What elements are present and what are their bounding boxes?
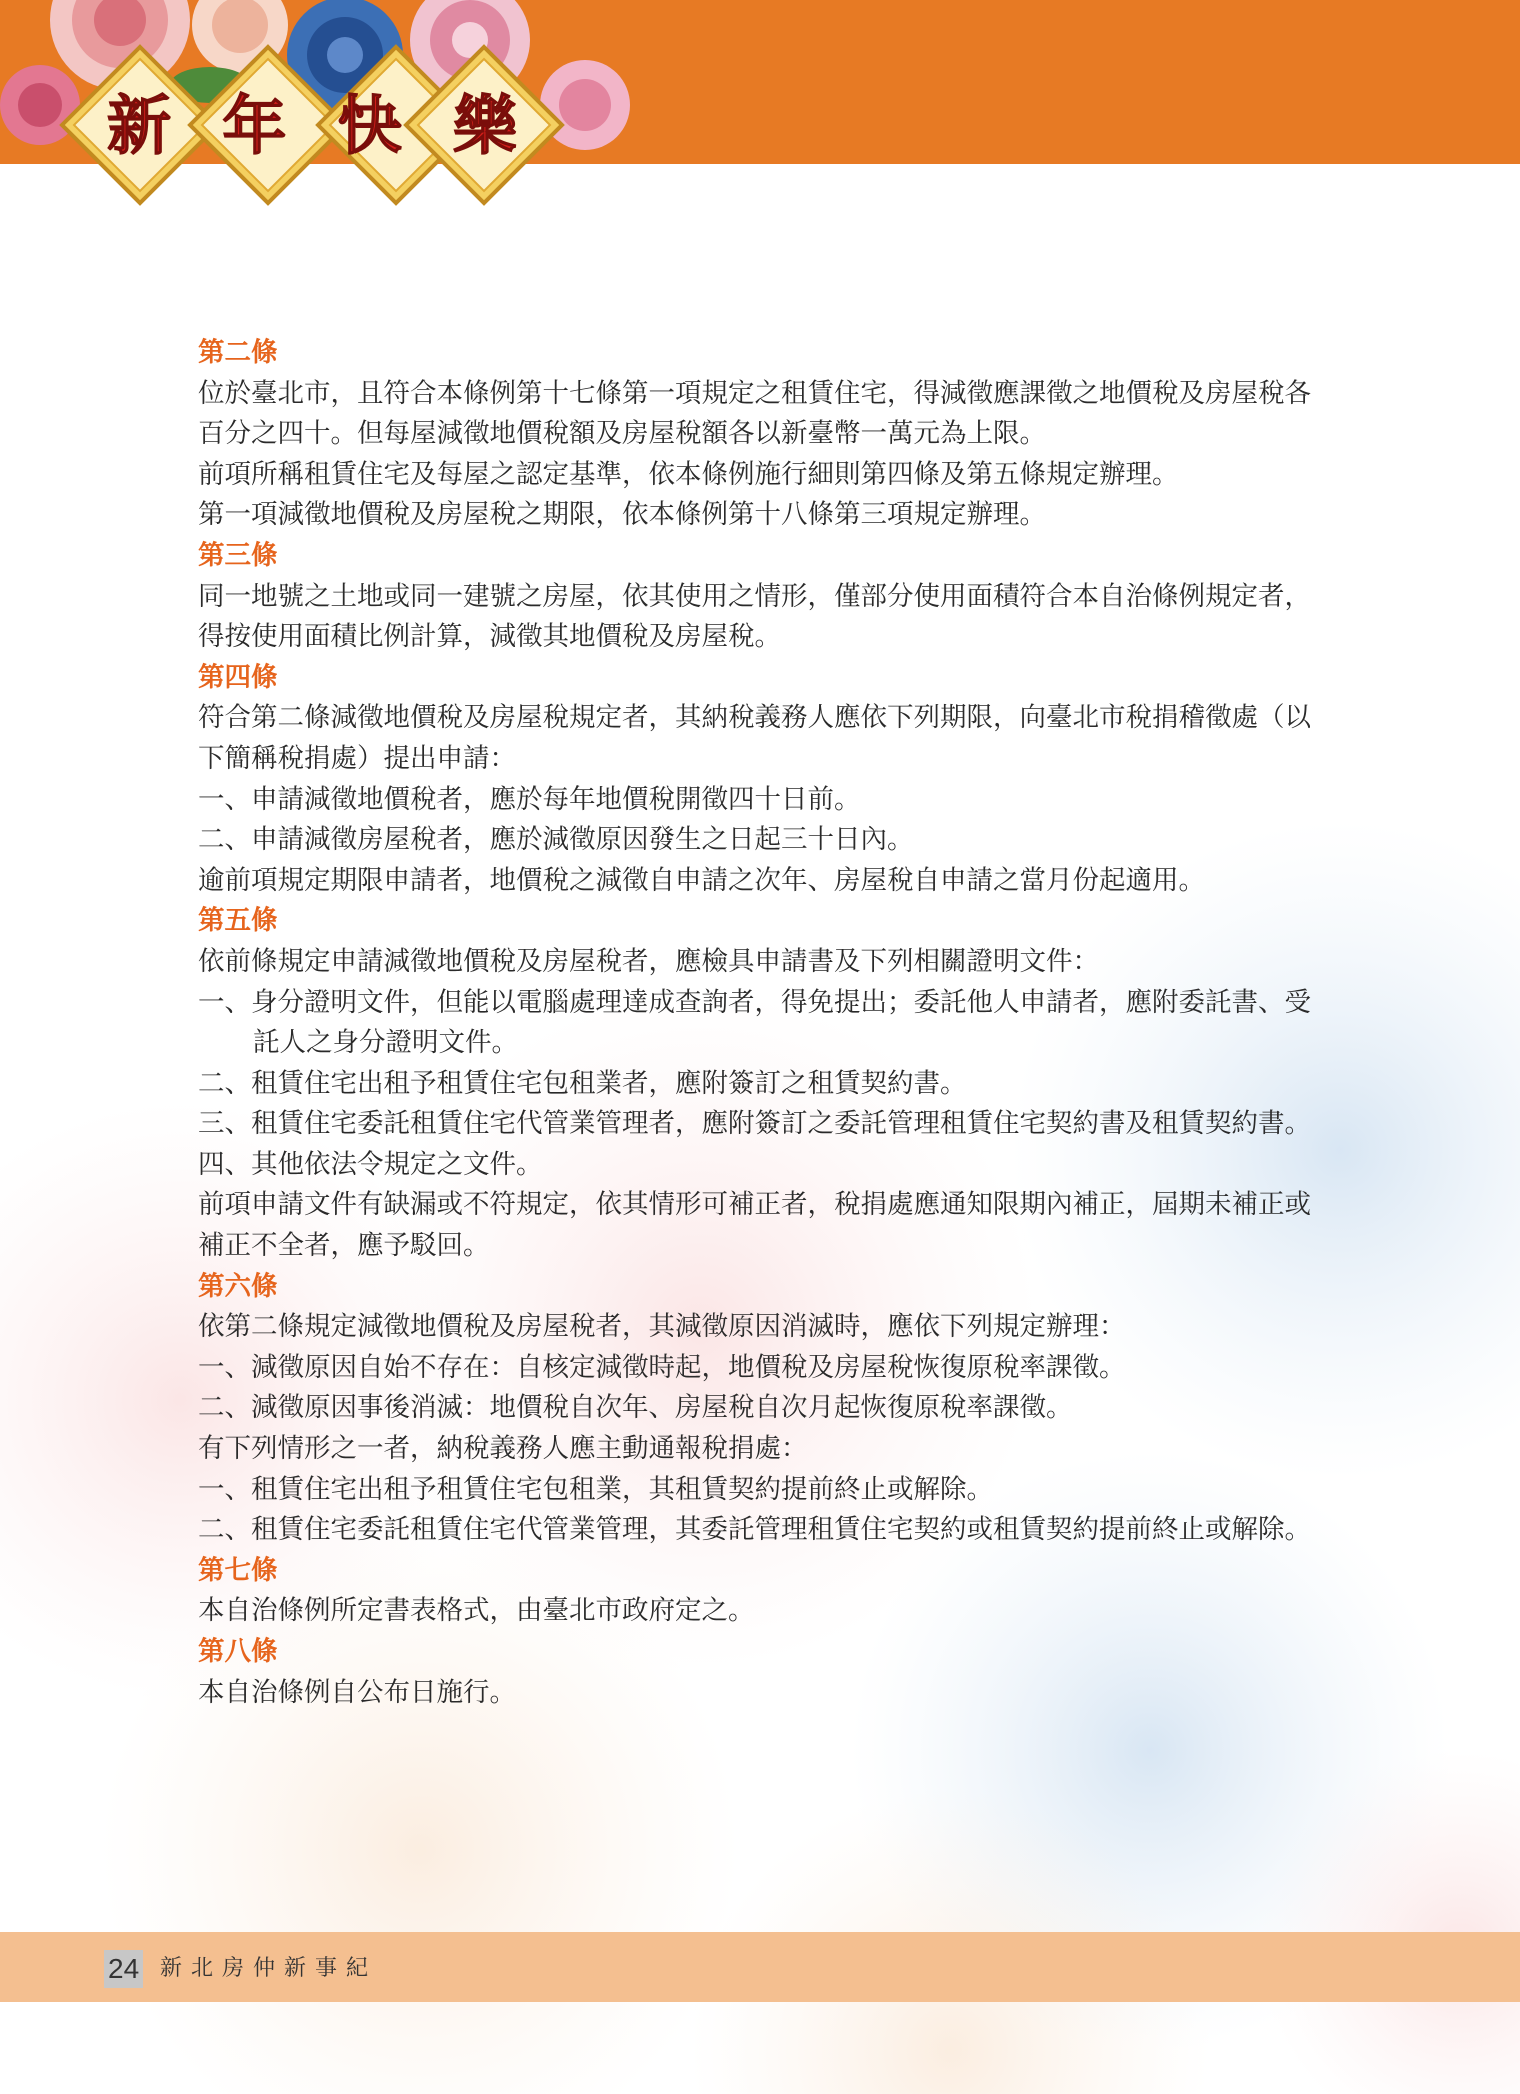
article-line: 二、租賃住宅出租予租賃住宅包租業者，應附簽訂之租賃契約書。 [198, 1067, 967, 1099]
article-line: 二、申請減徵房屋稅者，應於減徵原因發生之日起三十日內。 [198, 824, 914, 856]
article-line: 下簡稱稅捐處）提出申請： [198, 742, 516, 774]
article-line: 有下列情形之一者，納稅義務人應主動通報稅捐處： [198, 1433, 808, 1465]
article-heading: 第五條 [198, 905, 278, 937]
article-line: 補正不全者，應予駁回。 [198, 1230, 490, 1262]
article-line: 位於臺北市，且符合本條例第十七條第一項規定之租賃住宅，得減徵應課徵之地價稅及房屋稅各 [198, 377, 1311, 409]
article-heading: 第八條 [198, 1636, 278, 1667]
article-line: 依前條規定申請減徵地價稅及房屋稅者，應檢具申請書及下列相關證明文件： [198, 945, 1099, 977]
article-content [198, 333, 1388, 1713]
page-number: 24 [104, 1950, 143, 1988]
article-line: 符合第二條減徵地價稅及房屋稅規定者，其納稅義務人應依下列期限，向臺北市稅捐稽徵處（以 [198, 702, 1311, 734]
article-section [198, 1632, 1388, 1713]
article-section [198, 901, 1388, 1266]
article-section [198, 333, 1388, 536]
article-line: 同一地號之土地或同一建號之房屋，依其使用之情形，僅部分使用面積符合本自治條例規定者， [198, 580, 1311, 612]
article-line: 逾前項規定期限申請者，地價稅之減徵自申請之次年、房屋稅自申請之當月份起適用。 [198, 864, 1205, 896]
article-line: 一、身分證明文件，但能以電腦處理達成查詢者，得免提出；委託他人申請者，應附委託書、受 [198, 986, 1311, 1018]
article-line: 前項所稱租賃住宅及每屋之認定基準，依本條例施行細則第四條及第五條規定辦理。 [198, 458, 1179, 490]
article-section [198, 658, 1388, 902]
article-line: 依第二條規定減徵地價稅及房屋稅者，其減徵原因消滅時，應依下列規定辦理： [198, 1311, 1126, 1343]
article-heading: 第三條 [198, 539, 278, 571]
article-line: 本自治條例自公布日施行。 [198, 1676, 516, 1708]
article-line: 一、租賃住宅出租予租賃住宅包租業，其租賃契約提前終止或解除。 [198, 1473, 993, 1505]
article-heading: 第四條 [198, 661, 278, 693]
article-line: 百分之四十。但每屋減徵地價稅額及房屋稅額各以新臺幣一萬元為上限。 [198, 418, 1046, 450]
article-line: 四、其他依法令規定之文件。 [198, 1148, 543, 1180]
article-heading: 第二條 [198, 337, 278, 368]
article-line: 一、減徵原因自始不存在：自核定減徵時起，地價稅及房屋稅恢復原稅率課徵。 [198, 1351, 1126, 1383]
article-line: 前項申請文件有缺漏或不符規定，依其情形可補正者，稅捐處應通知限期內補正，屆期未補正或 [198, 1189, 1311, 1221]
article-line: 二、租賃住宅委託租賃住宅代管業管理，其委託管理租賃住宅契約或租賃契約提前終止或解除。 [198, 1514, 1311, 1546]
article-line: 得按使用面積比例計算，減徵其地價稅及房屋稅。 [198, 621, 781, 653]
article-section [198, 536, 1388, 658]
article-line: 第一項減徵地價稅及房屋稅之期限，依本條例第十八條第三項規定辦理。 [198, 499, 1046, 531]
article-line: 託人之身分證明文件。 [253, 1027, 518, 1059]
article-line: 一、申請減徵地價稅者，應於每年地價稅開徵四十日前。 [198, 783, 861, 815]
article-section [198, 1267, 1388, 1551]
new-year-banner [0, 0, 640, 215]
article-section [198, 1551, 1388, 1632]
article-heading: 第六條 [198, 1270, 278, 1302]
article-line: 本自治條例所定書表格式，由臺北市政府定之。 [198, 1595, 755, 1627]
article-heading: 第七條 [198, 1554, 278, 1586]
article-line: 二、減徵原因事後消滅：地價稅自次年、房屋稅自次月起恢復原稅率課徵。 [198, 1392, 1073, 1424]
article-line: 三、租賃住宅委託租賃住宅代管業管理者，應附簽訂之委託管理租賃住宅契約書及租賃契約書。 [198, 1108, 1311, 1140]
banner-title: 新年快樂 [107, 89, 517, 164]
magazine-title: 新北房仲新事紀 [160, 1956, 378, 1981]
